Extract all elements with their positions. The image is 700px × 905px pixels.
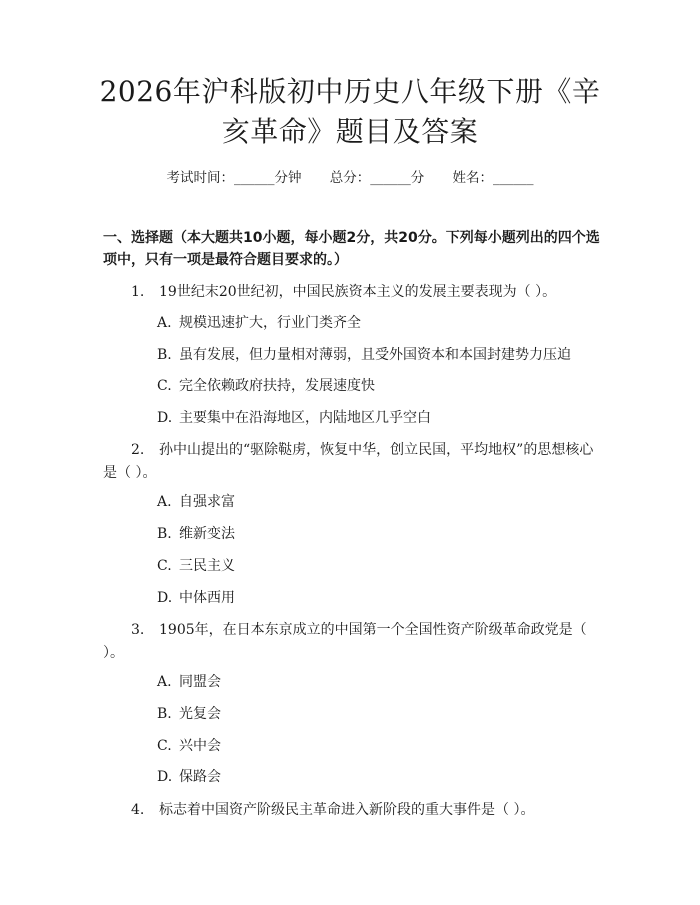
question-number: 2. xyxy=(131,442,145,458)
question-stem: 19世纪末20世纪初，中国民族资本主义的发展主要表现为（ ）。 xyxy=(159,284,557,300)
option-letter: D. xyxy=(157,590,173,606)
option-letter: B. xyxy=(157,347,172,363)
question-stem: 标志着中国资产阶级民主革命进入新阶段的重大事件是（ ）。 xyxy=(159,802,535,818)
option-text: 自强求富 xyxy=(179,494,235,510)
option-text: 主要集中在沿海地区，内陆地区几乎空白 xyxy=(179,410,431,426)
question-number: 3. xyxy=(131,622,145,638)
option-text: 兴中会 xyxy=(179,738,221,754)
option-text: 三民主义 xyxy=(179,558,235,574)
option-text: 虽有发展，但力量相对薄弱，且受外国资本和本国封建势力压迫 xyxy=(179,347,571,363)
option-letter: C. xyxy=(157,378,172,394)
question-number: 1. xyxy=(131,284,145,300)
question-3-option-a xyxy=(157,672,221,692)
student-name-field: 姓名：______ xyxy=(452,170,534,186)
question-1-option-c xyxy=(157,376,375,396)
question-1-option-b xyxy=(157,345,571,365)
question-3-option-b xyxy=(157,704,221,724)
question-3-option-d xyxy=(157,767,221,787)
option-letter: D. xyxy=(157,410,173,426)
question-2 xyxy=(103,439,603,485)
question-4 xyxy=(103,799,603,822)
question-1-option-a xyxy=(157,313,361,333)
option-text: 维新变法 xyxy=(179,526,235,542)
option-text: 中体西用 xyxy=(179,590,235,606)
question-number: 4. xyxy=(131,802,145,818)
question-3 xyxy=(103,619,603,665)
option-text: 同盟会 xyxy=(179,674,221,690)
question-3-option-c xyxy=(157,736,221,756)
option-text: 规模迅速扩大，行业门类齐全 xyxy=(179,315,361,331)
total-score-field: 总分：______分 xyxy=(329,170,425,186)
option-letter: A. xyxy=(157,315,172,331)
option-letter: C. xyxy=(157,558,172,574)
question-stem: 孙中山提出的“驱除鞑虏，恢复中华，创立民国，平均地权”的思想核心是（ ）。 xyxy=(103,442,594,481)
option-letter: D. xyxy=(157,769,173,785)
question-2-option-c xyxy=(157,556,235,576)
option-text: 完全依赖政府扶持，发展速度快 xyxy=(179,378,375,394)
question-2-option-a xyxy=(157,492,235,512)
option-text: 光复会 xyxy=(179,706,221,722)
question-1-option-d xyxy=(157,408,431,428)
question-2-option-b xyxy=(157,524,235,544)
section-heading: 一、选择题（本大题共10小题，每小题2分，共20分。下列每小题列出的四个选项中，只有一项是最符合题目要求的。） xyxy=(103,230,600,268)
question-1 xyxy=(103,281,603,304)
exam-info xyxy=(0,168,700,188)
option-letter: A. xyxy=(157,674,172,690)
question-stem: 1905年，在日本东京成立的中国第一个全国性资产阶级革命政党是（ ）。 xyxy=(103,622,587,661)
option-letter: B. xyxy=(157,706,172,722)
exam-time-field: 考试时间：______分钟 xyxy=(166,170,302,186)
page-title: 2026年沪科版初中历史八年级下册《辛亥革命》题目及答案 xyxy=(99,75,601,148)
option-text: 保路会 xyxy=(179,769,221,785)
question-2-option-d xyxy=(157,588,235,608)
option-letter: B. xyxy=(157,526,172,542)
option-letter: A. xyxy=(157,494,172,510)
option-letter: C. xyxy=(157,738,172,754)
